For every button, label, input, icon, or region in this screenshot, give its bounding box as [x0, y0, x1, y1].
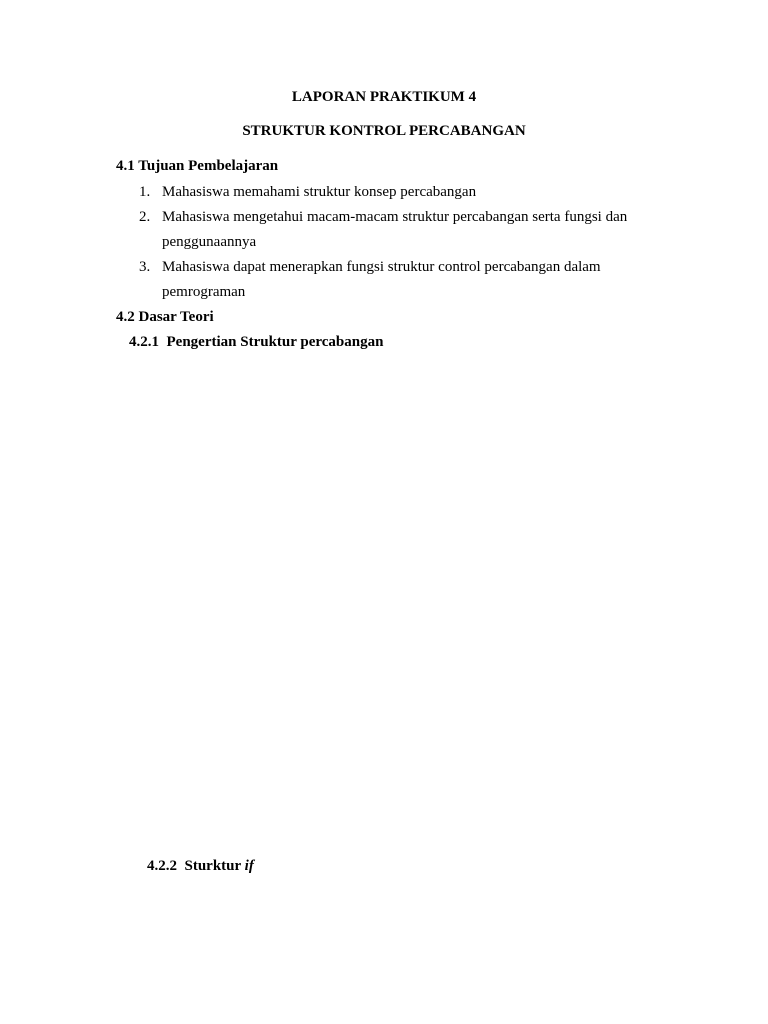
list-item-number: 2.	[139, 209, 151, 225]
list-item-text-continued: penggunaannya	[162, 234, 257, 250]
list-item-text: Mahasiswa mengetahui macam-macam struktur percabangan serta fungsi dan	[162, 209, 628, 225]
subsection-heading-4-2-2	[147, 857, 254, 875]
section-heading-4-2: 4.2 Dasar Teori	[116, 309, 214, 325]
subsection-heading-4-2-2-keyword: if	[244, 858, 254, 874]
subsection-heading-4-2-2-text: 4.2.2 Sturktur	[147, 858, 245, 874]
subsection-heading-4-2-1: 4.2.1 Pengertian Struktur percabangan	[129, 334, 384, 350]
list-item-text: Mahasiswa memahami struktur konsep percabangan	[162, 184, 477, 200]
list-item-number: 1.	[139, 184, 151, 200]
document-title: LAPORAN PRAKTIKUM 4	[291, 89, 477, 105]
document-subtitle: STRUKTUR KONTROL PERCABANGAN	[242, 123, 526, 139]
list-item-text: Mahasiswa dapat menerapkan fungsi struktur control percabangan dalam	[162, 259, 601, 275]
list-item-number: 3.	[139, 259, 151, 275]
section-heading-4-1: 4.1 Tujuan Pembelajaran	[116, 158, 279, 174]
list-item-text-continued: pemrograman	[162, 284, 246, 300]
